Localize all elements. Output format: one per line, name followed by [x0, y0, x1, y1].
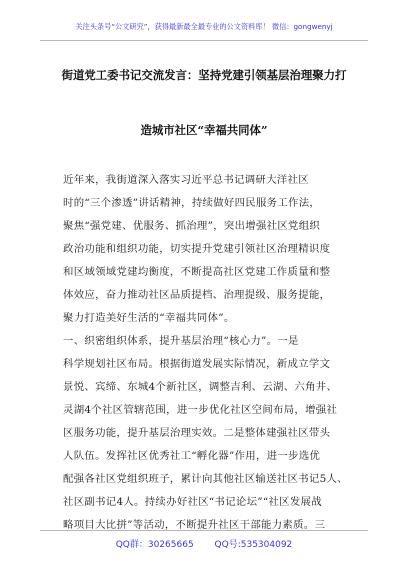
body-line: 配强各社区党组织班子，累计向其他社区输送社区书记5人、 [63, 473, 348, 485]
footer-divider [40, 530, 368, 531]
body-line: 政治功能和组织功能，切实提升党建引领社区治理精识度 [63, 243, 331, 255]
footer-qq-number: QQ号:535304092 [214, 540, 293, 550]
body-line: 和区域领域党建均衡度，不断提高社区党建工作质量和整 [63, 266, 331, 278]
footer-qq-group: QQ群：30265665 [115, 540, 194, 550]
body-line: 略项目大比拼”等活动，不断提升社区干部能力素质。三 [63, 519, 326, 531]
body-line: 聚焦“强党建、优服务、抓治理”，突出增强社区党组织 [63, 220, 321, 232]
body-line: 体效应，奋力推动社区品质提档、治理提级、服务提能， [63, 289, 331, 301]
body-line: 一、织密组织体系，提升基层治理“核心力”。一是 [63, 335, 299, 347]
body-line: 社区副书记4人。持续办好社区“书记论坛”“社区发展战 [63, 496, 322, 508]
document-title-line-2: 造城市社区“幸福共同体” [140, 123, 268, 137]
body-line: 灵湖4个社区管辖范围，进一步优化社区空间布局，增强社 [63, 404, 338, 416]
body-line: 区服务功能，提升基层治理实效。二是整体建强社区带头 [63, 427, 331, 439]
body-line: 景悦、宾缔、东城4个新社区，调整吉利、云湖、六角井、 [63, 381, 338, 393]
body-line: 聚力打造美好生活的“幸福共同体”。 [63, 312, 235, 324]
header-divider [40, 40, 368, 41]
body-line: 科学规划社区布局。根据街道发展实际情况，新成立学文 [63, 358, 331, 370]
body-line: 时的“三个渗透”讲话精神，持续做好四民服务工作法， [63, 197, 321, 209]
body-line: 近年来，我街道深入落实习近平总书记调研大洋社区 [63, 174, 309, 186]
header-banner: 关注头条号“公文研究”，获得最新最全最专业的公文资料库！ 微信：gongwenyj [75, 22, 333, 31]
footer-contact [0, 537, 408, 550]
document-title-line-1: 街道党工委书记交流发言：坚持党建引领基层治理聚力打 [61, 68, 347, 82]
body-line: 人队伍。发挥社区优秀社工“孵化器”作用，进一步选优 [63, 450, 321, 462]
